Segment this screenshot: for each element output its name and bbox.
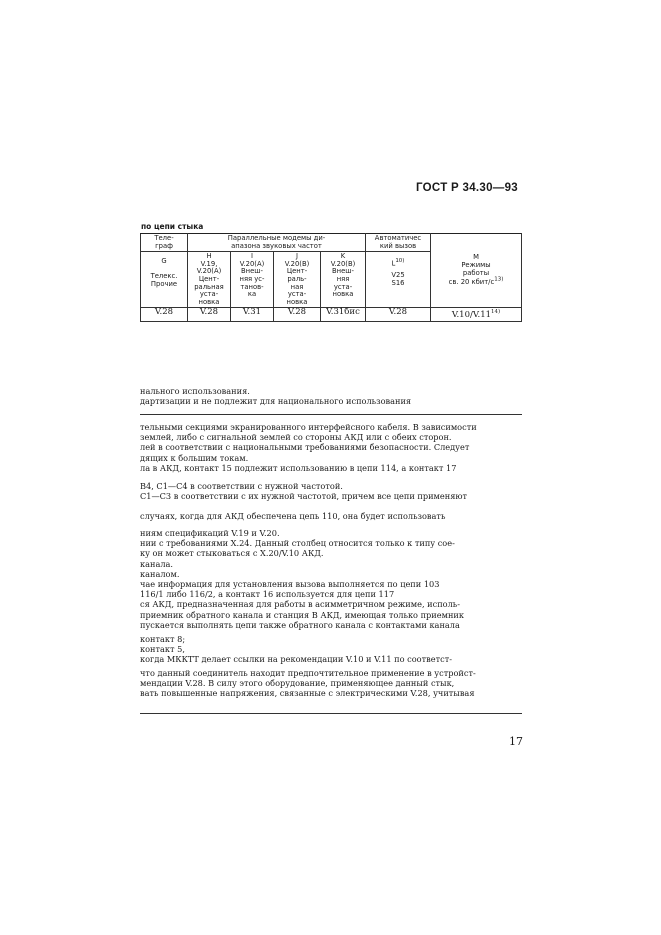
note-line: ся АКД, предназначенная для работы в асимметричном режиме, исполь- — [140, 599, 461, 610]
note-line: ниям спецификаций V.19 и V.20. — [140, 528, 280, 538]
notes-block-2 — [140, 422, 522, 463]
header-col-G: G Телекс. Прочие — [141, 252, 188, 308]
interface-table — [140, 220, 522, 322]
notes-block-5 — [140, 511, 522, 521]
notes-block-4 — [140, 481, 522, 501]
value-I: V.31 — [231, 308, 274, 321]
note-line: пускается выполнять цепи также обратного канала с контактами канала — [140, 619, 460, 630]
section-divider — [140, 414, 522, 415]
note-line: чае информация для установления вызова выполняется по цепи 103 — [140, 579, 440, 590]
note-line: землей, либо с сигнальной землей со стороны АКД или с обеих сторон. — [140, 432, 452, 443]
header-col-H: H V.19, V.20(A) Цент- ральная уста- новка — [188, 252, 231, 308]
spec-table — [140, 233, 522, 322]
note-line: ла в АКД, контакт 15 подлежит использованию в цепи 114, а контакт 17 — [140, 463, 457, 473]
note-line: 116/1 либо 116/2, а контакт 16 используется для цепи 117 — [140, 589, 395, 600]
header-col-K: K V.20(B) Внеш- няя уста- новка — [321, 252, 366, 308]
note-line: контакт 8; — [140, 634, 186, 644]
note-line: лей в соответствии с национальными требованиями безопасности. Следует — [140, 442, 470, 453]
header-col-J: J V.20(B) Цент- раль- ная уста- новка — [274, 252, 321, 308]
table-caption: по цепи стыка — [141, 222, 204, 231]
note-line: мендации V.28. В силу этого оборудование, применяющее данный стык, — [140, 678, 455, 689]
value-L: V.28 — [366, 308, 431, 321]
bottom-divider — [140, 713, 522, 714]
note-line: случаях, когда для АКД обеспечена цепь 110, она будет использовать — [140, 511, 446, 521]
note-line: нального использования. — [140, 386, 250, 396]
note-line: каналом. — [140, 568, 180, 579]
value-M: V.10/V.11$^{14)}$ — [431, 308, 522, 321]
value-G: V.28 — [141, 308, 188, 321]
header-telegraph: Теле- граф — [141, 234, 188, 252]
notes-block-3 — [140, 463, 522, 473]
notes-block-7 — [140, 634, 522, 665]
header-col-M: M Режимы работы св. 20 кбит/$с^{13)}$ — [431, 234, 522, 308]
note-line: ку он может стыковаться с X.20/V.10 АКД. — [140, 548, 324, 559]
note-line: С1—С3 в соответствии с их нужной частотой, причем все цепи применяют — [140, 491, 468, 502]
notes-block-6 — [140, 528, 522, 630]
header-auto-call: Автоматичес кий вызов — [366, 234, 431, 252]
document-code: ГОСТ Р 34.30—93 — [416, 182, 518, 194]
notes-block-8 — [140, 668, 522, 699]
note-line: В4, С1—С4 в соответствии с нужной частотой. — [140, 481, 343, 491]
note-line: нии с требованиями Х.24. Данный столбец относится только к типу сое- — [140, 538, 455, 549]
value-J: V.28 — [274, 308, 321, 321]
notes-block-1 — [140, 386, 522, 406]
note-line: дартизации и не подлежит для национального использования — [140, 396, 412, 407]
header-col-I: I V.20(A) Внеш- няя ус- танов- ка — [231, 252, 274, 308]
header-col-L: $L^{10)}$ V25 S16 — [366, 252, 431, 308]
note-line: канала. — [140, 558, 174, 569]
value-H: V.28 — [188, 308, 231, 321]
header-parallel-modems: Параллельные модемы ди- апазона звуковых частот — [188, 234, 366, 252]
note-line: контакт 5, — [140, 644, 185, 655]
note-line: приемник обратного канала и станция В АКД, имеющая только приемник — [140, 609, 464, 620]
note-line: когда МККТТ делает ссылки на рекомендации V.10 и V.11 по соответст- — [140, 654, 452, 665]
note-line: тельными секциями экранированного интерфейсного кабеля. В зависимости — [140, 422, 477, 432]
value-K: V.31бис — [321, 308, 366, 321]
note-line: вать повышенные напряжения, связанные с электрическими V.28, учитывая — [140, 688, 475, 699]
note-line: дящих к большим токам. — [140, 452, 249, 463]
page-number: 17 — [509, 735, 523, 748]
note-line: что данный соединитель находит предпочтительное применение в устройст- — [140, 668, 476, 678]
